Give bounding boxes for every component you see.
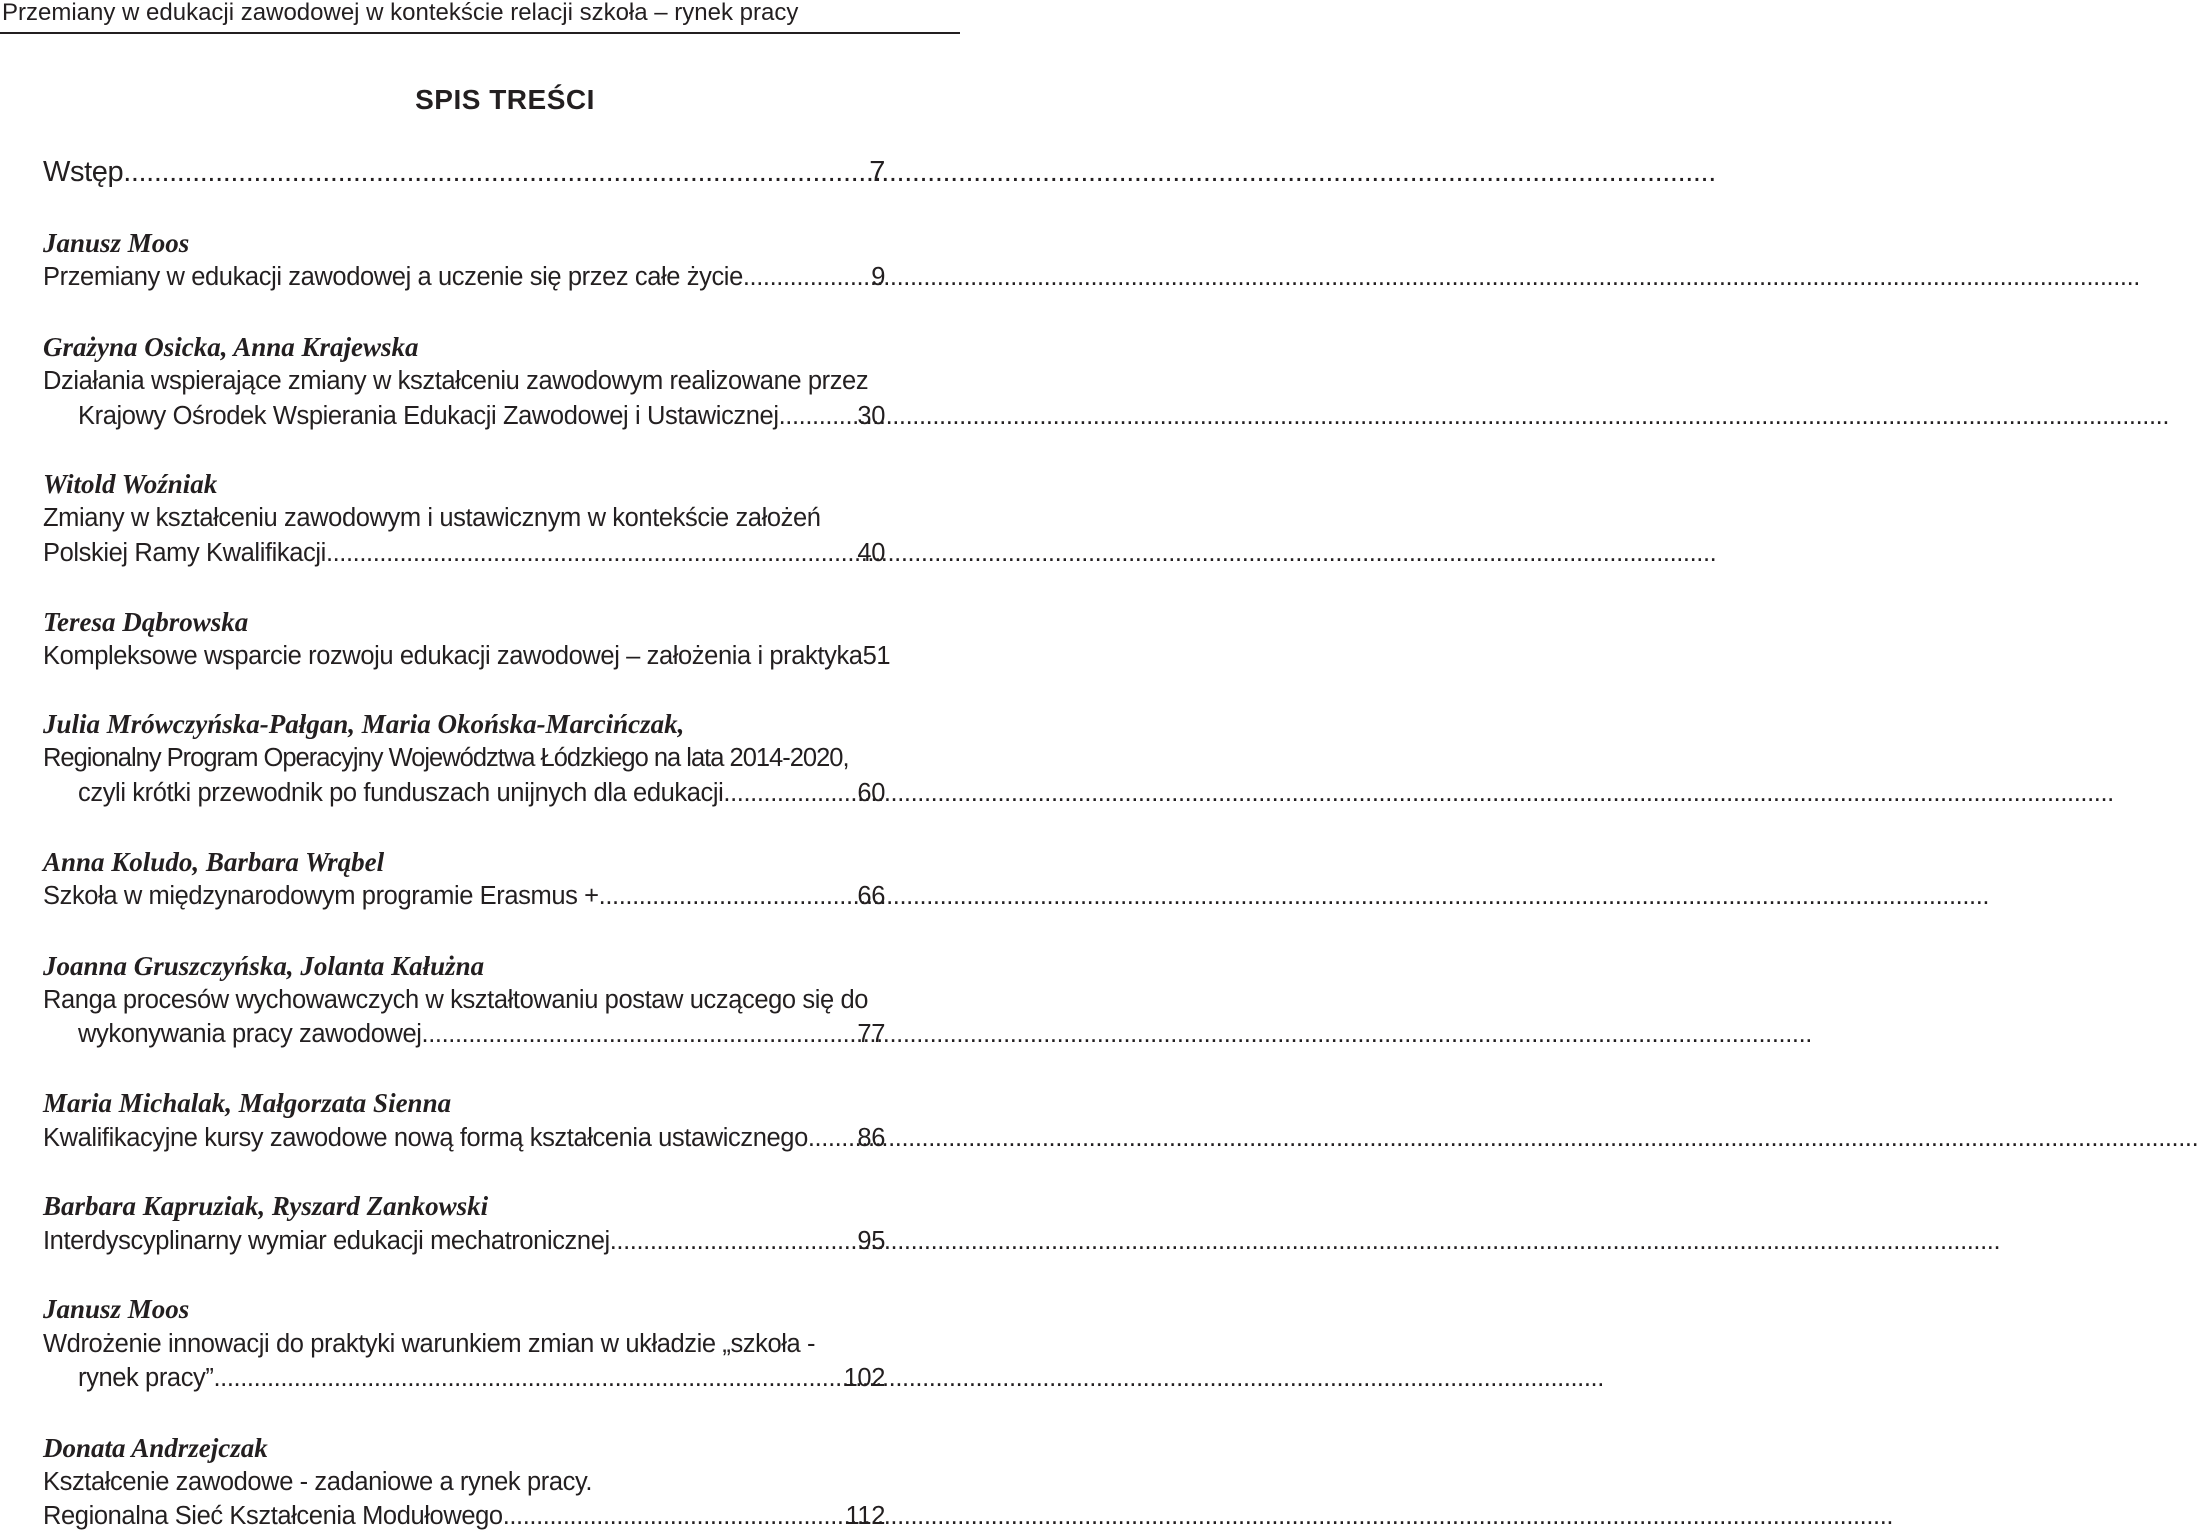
toc-entry-title: Kwalifikacyjne kursy zawodowe nową formą kształcenia ustawicznego (43, 1124, 808, 1152)
toc-entry-intro[interactable] (43, 157, 885, 187)
toc-entry-authors: Barbara Kapruziak, Ryszard Zankowski (43, 1191, 489, 1221)
toc-page-number: 112 (845, 1502, 885, 1530)
dot-leader (779, 401, 858, 431)
running-header-title: Przemiany w edukacji zawodowej w kontekście relacji szkoła – rynek pracy (2, 0, 799, 26)
toc-entry-title: Krajowy Ośrodek Wspierania Edukacji Zawodowej i Ustawicznej (78, 402, 779, 430)
toc-entry-line[interactable]: Wdrożenie innowacji do praktyki warunkiem zmian w układzie „szkoła - (43, 1330, 816, 1358)
toc-page-number: 95 (857, 1227, 885, 1255)
toc-page-number: 9 (871, 263, 885, 291)
toc-entry-line[interactable] (43, 538, 885, 568)
dot-leader (808, 1123, 858, 1153)
toc-entry-line[interactable]: Regionalny Program Operacyjny Województwa Łódzkiego na lata 2014-2020, (43, 744, 849, 772)
toc-entry-title: rynek pracy” (78, 1364, 214, 1392)
toc-page-number: 30 (857, 402, 885, 430)
dot-leader (326, 538, 857, 568)
toc-page-number: 77 (857, 1020, 885, 1048)
toc-entry-authors: Grażyna Osicka, Anna Krajewska (43, 332, 419, 362)
toc-entry-authors: Witold Woźniak (43, 469, 218, 499)
toc-entry-authors: Anna Koludo, Barbara Wrąbel (43, 847, 385, 877)
toc-entry-title: Polskiej Ramy Kwalifikacji (43, 539, 326, 567)
toc-entry-line[interactable] (43, 881, 885, 911)
dot-leader (123, 157, 869, 187)
toc-entry-line[interactable] (43, 641, 891, 671)
dot-leader (214, 1363, 844, 1393)
toc-entry-line[interactable] (43, 1226, 885, 1256)
toc-entry-authors: Janusz Moos (43, 1294, 190, 1324)
toc-entry-line[interactable] (43, 1501, 885, 1531)
toc-entry-line[interactable] (43, 1123, 885, 1153)
toc-page-number: 102 (843, 1364, 885, 1392)
toc-page-number: 7 (869, 156, 885, 188)
toc-entry-line[interactable] (78, 778, 885, 808)
toc-entry-authors: Donata Andrzejczak (43, 1433, 268, 1463)
running-header (0, 0, 960, 34)
toc-entry-title: Kompleksowe wsparcie rozwoju edukacji zawodowej – założenia i praktyka (43, 642, 863, 670)
toc-entry-title: Wstęp (43, 156, 124, 188)
toc-entry-line[interactable]: Ranga procesów wychowawczych w kształtowaniu postaw uczącego się do (43, 986, 869, 1014)
dot-leader (750, 262, 872, 292)
toc-entry-line[interactable] (78, 1363, 885, 1393)
dot-leader (610, 1226, 858, 1256)
toc-entry-line[interactable]: Kształcenie zawodowe - zadaniowe a rynek pracy. (43, 1468, 593, 1496)
dot-leader (723, 778, 857, 808)
toc-entry-authors: Teresa Dąbrowska (43, 607, 249, 637)
toc-page-number: 51 (862, 642, 891, 670)
dot-leader (599, 881, 858, 911)
toc-entry-line[interactable]: Zmiany w kształceniu zawodowym i ustawicznym w kontekście założeń (43, 504, 821, 532)
toc-entry-line[interactable] (78, 1019, 885, 1049)
toc-entry-title: Szkoła w międzynarodowym programie Erasmus + (43, 882, 599, 910)
toc-entry-title: Interdyscyplinarny wymiar edukacji mechatronicznej (43, 1227, 610, 1255)
toc-entry-title: Regionalna Sieć Kształcenia Modułowego (43, 1502, 503, 1530)
toc-entry-line[interactable] (43, 262, 885, 292)
toc-entry-title: wykonywania pracy zawodowej (78, 1020, 422, 1048)
toc-page-number: 86 (857, 1124, 885, 1152)
toc-entry-authors: Joanna Gruszczyńska, Jolanta Kałużna (43, 951, 485, 981)
toc-page-number: 66 (857, 882, 885, 910)
toc-page-number: 60 (857, 779, 885, 807)
dot-leader (422, 1019, 858, 1049)
toc-entry-title: czyli krótki przewodnik po funduszach unijnych dla edukacji (78, 779, 724, 807)
toc-entry-line[interactable]: Działania wspierające zmiany w kształceniu zawodowym realizowane przez (43, 367, 869, 395)
dot-leader (503, 1501, 846, 1531)
toc-entry-line[interactable] (78, 401, 885, 431)
toc-entry-authors: Julia Mrówczyńska-Pałgan, Maria Okońska-Marcińczak, (43, 709, 685, 739)
toc-entry-authors: Janusz Moos (43, 228, 190, 258)
toc-entry-authors: Maria Michalak, Małgorzata Sienna (43, 1088, 452, 1118)
toc-page-number: 40 (857, 539, 885, 567)
toc-title: SPIS TREŚCI (415, 84, 595, 115)
toc-entry-title: Przemiany w edukacji zawodowej a uczenie się przez całe życie. (43, 263, 750, 291)
